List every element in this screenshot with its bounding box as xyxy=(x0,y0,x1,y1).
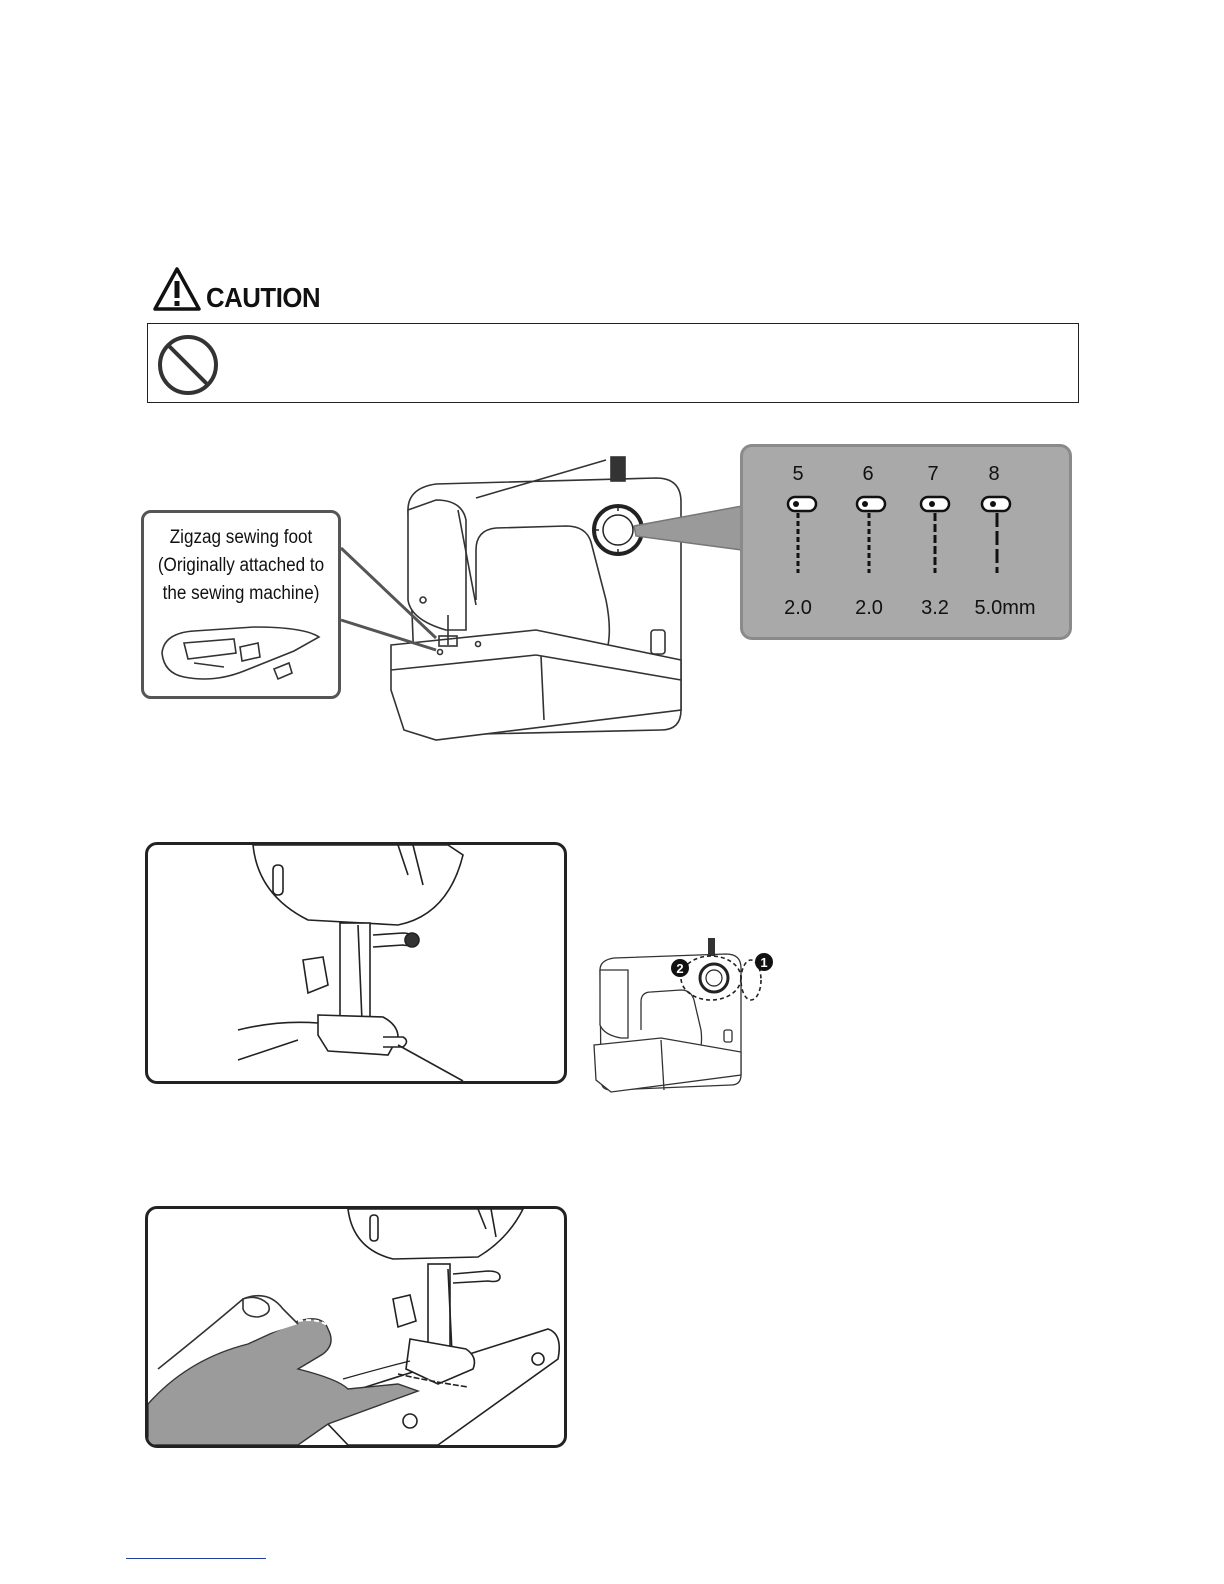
stitch-width-6: 2.0 xyxy=(855,597,883,619)
stitch-width-8: 5.0mm xyxy=(974,597,1036,619)
stitch-width-5: 2.0 xyxy=(784,597,812,619)
foot-callout-line3: the sewing machine) xyxy=(162,583,320,604)
mini-marker-2: 2 xyxy=(676,961,684,976)
stitch-number-5: 5 xyxy=(792,463,804,485)
stitch-width-7: 3.2 xyxy=(921,597,949,619)
presser-foot-illustration xyxy=(148,845,564,1081)
caution-label: CAUTION xyxy=(206,282,321,313)
warning-triangle-icon xyxy=(152,266,202,312)
foot-callout xyxy=(141,510,341,699)
caution-box xyxy=(147,323,1079,403)
zigzag-foot-illustration xyxy=(154,613,329,688)
caution-header xyxy=(152,266,352,316)
prohibited-icon xyxy=(156,334,220,396)
foot-callout-line2: (Originally attached to xyxy=(157,555,325,576)
stitch-number-7: 7 xyxy=(927,463,939,485)
sewing-fabric-illustration xyxy=(148,1209,564,1445)
stitch-pattern-panel xyxy=(740,444,1072,640)
footer-rule xyxy=(126,1558,266,1559)
sewing-fabric-closeup xyxy=(145,1206,567,1448)
mini-machine-illustration xyxy=(586,930,778,1095)
stitch-number-6: 6 xyxy=(862,463,874,485)
foot-callout-line1: Zigzag sewing foot xyxy=(169,527,313,548)
stitch-number-8: 8 xyxy=(988,463,1000,485)
presser-foot-closeup xyxy=(145,842,567,1084)
mini-marker-1: 1 xyxy=(760,955,768,970)
